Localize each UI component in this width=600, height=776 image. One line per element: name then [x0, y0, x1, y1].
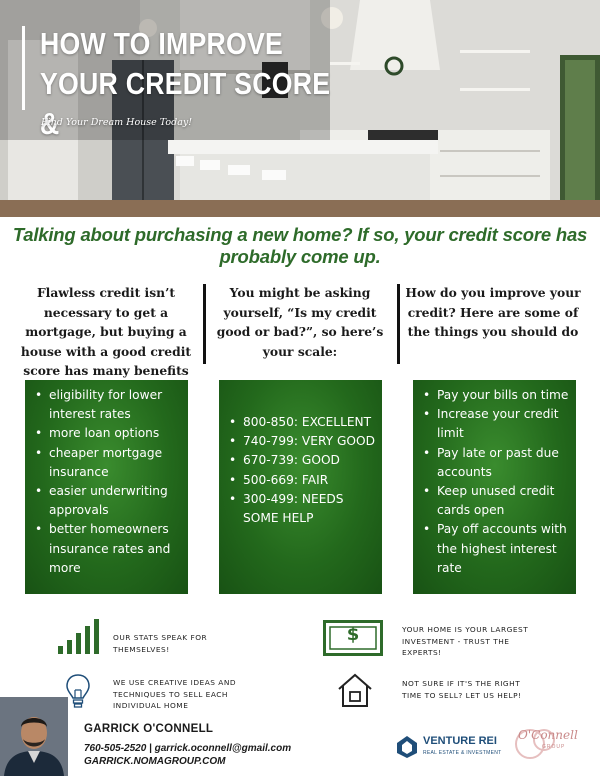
venture-rei-logo	[396, 735, 418, 759]
list-item: • Pay your bills on time	[413, 386, 576, 405]
list-item: • eligibility for lower interest rates	[25, 386, 188, 424]
agent-name: GARRICK O'CONNELL	[84, 723, 214, 735]
oconnell-group-logo	[512, 718, 590, 776]
benefits-box	[25, 380, 188, 594]
bar-chart-icon	[58, 618, 104, 656]
agent-phone-email[interactable]: 760-505-2520 | garrick.oconnell@gmail.com	[84, 743, 292, 754]
help-text: NOT SURE IF IT'S THE RIGHT TIME TO SELL? LET US HELP!	[402, 679, 522, 700]
agent-contact	[84, 742, 291, 768]
ideas-text: WE USE CREATIVE IDEAS AND TECHNIQUES TO SELL EACH INDIVIDUAL HOME	[113, 678, 237, 710]
list-item: • Pay late or past due accounts	[413, 444, 576, 482]
list-item: • easier underwriting approvals	[25, 482, 188, 520]
column-3-heading: How do you improve your credit? Here are some of the things you should do	[405, 285, 581, 339]
lightbulb-icon	[64, 672, 92, 712]
credit-scale-box	[219, 380, 382, 594]
hero-subtitle: Find Your Dream House Today!	[41, 117, 193, 128]
list-item: • Keep unused credit cards open	[413, 482, 576, 520]
list-item: • 500-669: FAIR	[219, 471, 382, 490]
dollar-symbol: $	[346, 624, 360, 645]
oconnell-sub: GROUP	[542, 744, 566, 750]
list-item: • 300-499: NEEDS SOME HELP	[219, 490, 382, 528]
list-item: • 670-739: GOOD	[219, 451, 382, 470]
benefits-list	[25, 386, 188, 578]
oconnell-script: O'Connell	[518, 728, 578, 742]
investment-text: YOUR HOME IS YOUR LARGEST INVESTMENT - TRUST THE EXPERTS!	[402, 625, 529, 657]
improve-tips-box	[413, 380, 576, 594]
venture-rei-name: VENTURE REI	[423, 735, 497, 747]
column-divider-2	[397, 284, 400, 364]
list-item: • cheaper mortgage insurance	[25, 444, 188, 482]
hero-accent-bar	[22, 26, 25, 110]
hero-title: HOW TO IMPROVE YOUR CREDIT SCORE &	[40, 26, 331, 141]
agent-photo	[0, 697, 68, 776]
credit-scale-list	[219, 413, 382, 528]
hero-banner	[0, 0, 600, 217]
list-item: • better homeowners insurance rates and more	[25, 520, 188, 578]
house-icon	[336, 672, 374, 708]
stats-text: OUR STATS SPEAK FOR THEMSELVES!	[113, 633, 208, 654]
column-1-heading: Flawless credit isn’t necessary to get a mortgage, but buying a house with a good credit score has many benefits	[20, 285, 192, 378]
list-item: • 800-850: EXCELLENT	[219, 413, 382, 432]
tagline: Talking about purchasing a new home? If so, your credit score has probably come up.	[12, 224, 588, 267]
venture-rei-tagline: REAL ESTATE & INVESTMENT	[423, 750, 502, 756]
agent-website[interactable]: GARRICK.NOMAGROUP.COM	[84, 756, 226, 767]
list-item: • 740-799: VERY GOOD	[219, 432, 382, 451]
column-2-heading: You might be asking yourself, “Is my credit good or bad?”, so here’s your scale:	[216, 285, 384, 359]
list-item: • Increase your credit limit	[413, 405, 576, 443]
list-item: • Pay off accounts with the highest interest rate	[413, 520, 576, 578]
list-item: • more loan options	[25, 424, 188, 443]
column-divider-1	[203, 284, 206, 364]
improve-tips-list	[413, 386, 576, 578]
